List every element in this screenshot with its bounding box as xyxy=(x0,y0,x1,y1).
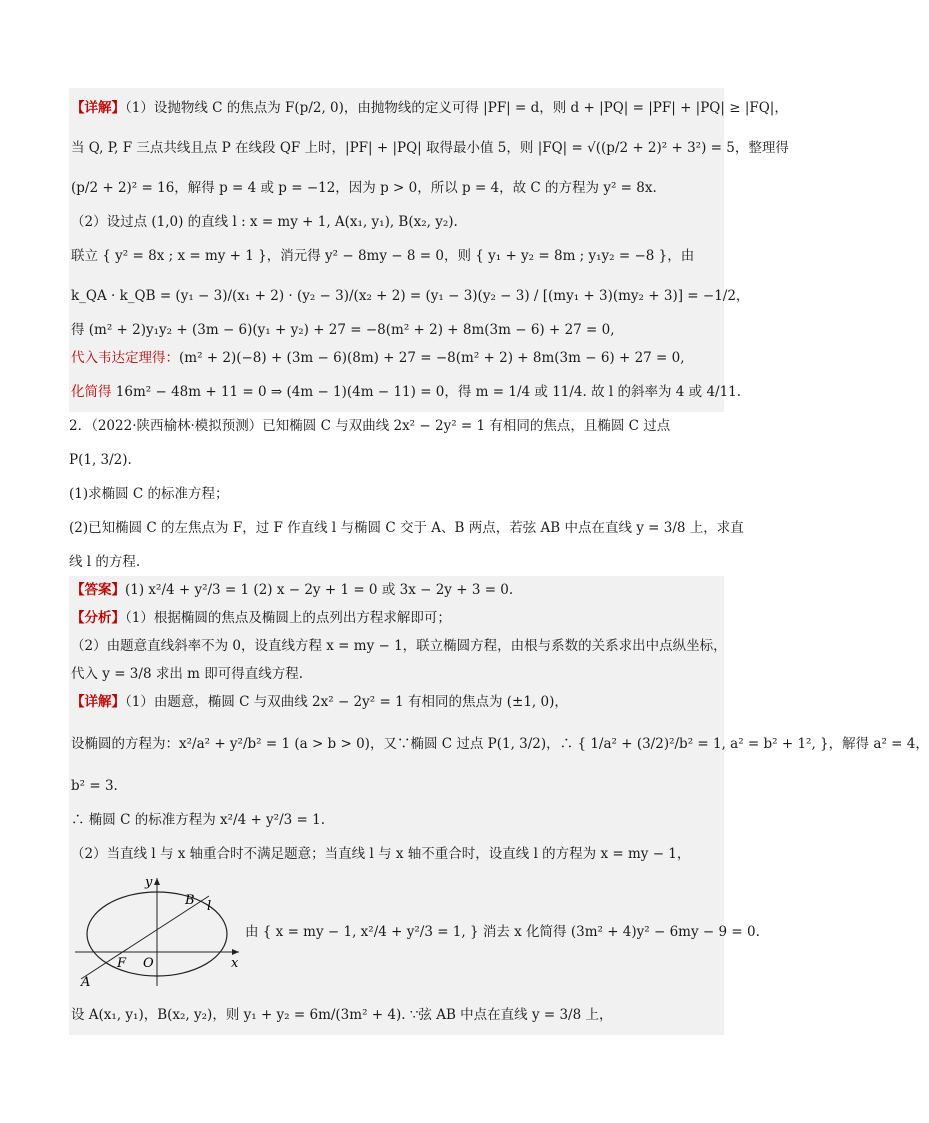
detail-line xyxy=(71,995,722,1035)
line-text: 得 (m² + 2)y₁y₂ + (3m − 6)(y₁ + y₂) + 27 = −8(m² + 2) + 8m(3m − 6) + 27 = 0, xyxy=(71,322,615,338)
line-text: 16m² − 48m + 11 = 0 ⇒ (4m − 1)(4m − 11) = 0，得 m = 1/4 或 11/4. 故 l 的斜率为 4 或 4/11. xyxy=(111,384,742,400)
line-text: k_QA · k_QB = (y₁ − 3)/(x₁ + 2) · (y₂ − 3)/(x₂ + 2) = (y₁ − 3)(y₂ − 3) / [(my₁ + 3)(my₂ + 3)] = −1/2， xyxy=(71,288,750,304)
figure-row xyxy=(71,868,760,995)
line-text: （1）设抛物线 C 的焦点为 F(p/2, 0)，由抛物线的定义可得 |PF| = d，则 d + |PQ| = |PF| + |PQ| ≥ |FQ|， xyxy=(125,100,788,116)
line-lead: 化简得 xyxy=(71,384,112,400)
analysis-tag: 【分析】 xyxy=(71,610,125,626)
ellipse-figure xyxy=(71,874,241,989)
label-x: x xyxy=(231,956,239,971)
label-focus: F xyxy=(117,956,127,971)
answer-section xyxy=(69,576,929,1035)
text-line xyxy=(71,344,722,372)
analysis-text: （1）根据椭圆的焦点及椭圆上的点列出方程求解即可； xyxy=(125,610,451,626)
detail-tag: 【详解】 xyxy=(71,100,125,116)
problem-statement xyxy=(69,412,744,576)
text-line xyxy=(71,208,722,236)
problem-text: 线 l 的方程. xyxy=(69,554,141,570)
detail-tag: 【详解】 xyxy=(71,694,125,710)
label-y: y xyxy=(145,875,153,890)
detail-line xyxy=(71,840,722,868)
label-line-l: l xyxy=(207,899,212,914)
label-origin: O xyxy=(143,956,154,971)
line-text: （2）设过点 (1,0) 的直线 l : x = my + 1, A(x₁, y₁), B(x₂, y₂). xyxy=(71,214,458,230)
analysis-text: （2）由题意直线斜率不为 0，设直线方程 x = my − 1，联立椭圆方程，由根与系数的关系求出中点纵坐标， xyxy=(71,638,727,654)
problem-line xyxy=(69,412,724,440)
problem-line xyxy=(69,508,744,548)
label-point-b: B xyxy=(185,893,195,908)
x-axis-arrow xyxy=(232,949,239,955)
problem-text: P(1, 3/2). xyxy=(69,452,132,468)
problem-line xyxy=(69,548,724,576)
text-line xyxy=(71,128,789,168)
text-line xyxy=(71,372,742,412)
detail-text: （1）由题意，椭圆 C 与双曲线 2x² − 2y² = 1 有相同的焦点为 (±1, 0)， xyxy=(125,694,568,710)
problem-text: 2．（2022·陕西榆林·模拟预测）已知椭圆 C 与双曲线 2x² − 2y² = 1 有相同的焦点，且椭圆 C 过点 xyxy=(69,418,671,434)
detail-line xyxy=(71,800,722,840)
line-text: (p/2 + 2)² = 16，解得 p = 4 或 p = −12，因为 p > 0，所以 p = 4，故 C 的方程为 y² = 8x. xyxy=(71,180,657,196)
detail-text: 设椭圆的方程为：x²/a² + y²/b² = 1 (a > b > 0)，又∵椭圆 C 过点 P(1, 3/2)，∴ { 1/a² + (3/2)²/b² = 1, a² = b² + 1², }，解得 a² = 4， xyxy=(71,736,929,752)
label-point-a: A xyxy=(81,975,91,990)
y-axis-arrow xyxy=(154,878,160,885)
analysis-line xyxy=(71,660,722,688)
solution-part1 xyxy=(69,88,789,412)
line-lead: 代入韦达定理得： xyxy=(71,350,179,366)
answer-line xyxy=(71,576,722,604)
answer-text: (1) x²/4 + y²/3 = 1 (2) x − 2y + 1 = 0 或 3x − 2y + 3 = 0. xyxy=(125,582,514,598)
detail-text: b² = 3. xyxy=(71,778,118,794)
analysis-line xyxy=(71,604,722,632)
line-text: 当 Q, P, F 三点共线且点 P 在线段 QF 上时，|PF| + |PQ| 取得最小值 5，则 |FQ| = √((p/2 + 2)² + 3²) = 5，整理得 xyxy=(71,140,789,156)
document-body xyxy=(69,88,929,1035)
detail-line xyxy=(71,716,929,772)
text-line xyxy=(71,316,722,344)
detail-text: 设 A(x₁, y₁)，B(x₂, y₂)，则 y₁ + y₂ = 6m/(3m² + 4). ∵弦 AB 中点在直线 y = 3/8 上， xyxy=(71,1007,613,1023)
analysis-line xyxy=(71,632,727,660)
answer-tag: 【答案】 xyxy=(71,582,125,598)
problem-line xyxy=(69,480,724,508)
detail-line xyxy=(71,688,722,716)
detail-text: ∴ 椭圆 C 的标准方程为 x²/4 + y²/3 = 1. xyxy=(71,812,326,828)
line-text: 联立 { y² = 8x ; x = my + 1 }，消元得 y² − 8my − 8 = 0，则 { y₁ + y₂ = 8m ; y₁y₂ = −8 }，由 xyxy=(71,248,695,264)
text-line xyxy=(71,236,722,276)
detail-line xyxy=(71,772,722,800)
problem-text: (1)求椭圆 C 的标准方程； xyxy=(69,486,229,502)
text-line xyxy=(71,168,722,208)
text-line xyxy=(71,276,750,316)
line-text: (m² + 2)(−8) + (3m − 6)(8m) + 27 = −8(m² + 2) + 8m(3m − 6) + 27 = 0, xyxy=(179,350,685,366)
problem-text: (2)已知椭圆 C 的左焦点为 F，过 F 作直线 l 与椭圆 C 交于 A、B 两点，若弦 AB 中点在直线 y = 3/8 上，求直 xyxy=(69,520,744,536)
detail-text: （2）当直线 l 与 x 轴重合时不满足题意；当直线 l 与 x 轴不重合时，设直线 l 的方程为 x = my − 1， xyxy=(71,846,691,862)
figure-text: 由 { x = my − 1, x²/4 + y²/3 = 1, } 消去 x 化简得 (3m² + 4)y² − 6my − 9 = 0. xyxy=(245,923,760,940)
text-line xyxy=(71,88,788,128)
problem-line xyxy=(69,440,724,480)
analysis-text: 代入 y = 3/8 求出 m 即可得直线方程. xyxy=(71,666,304,682)
